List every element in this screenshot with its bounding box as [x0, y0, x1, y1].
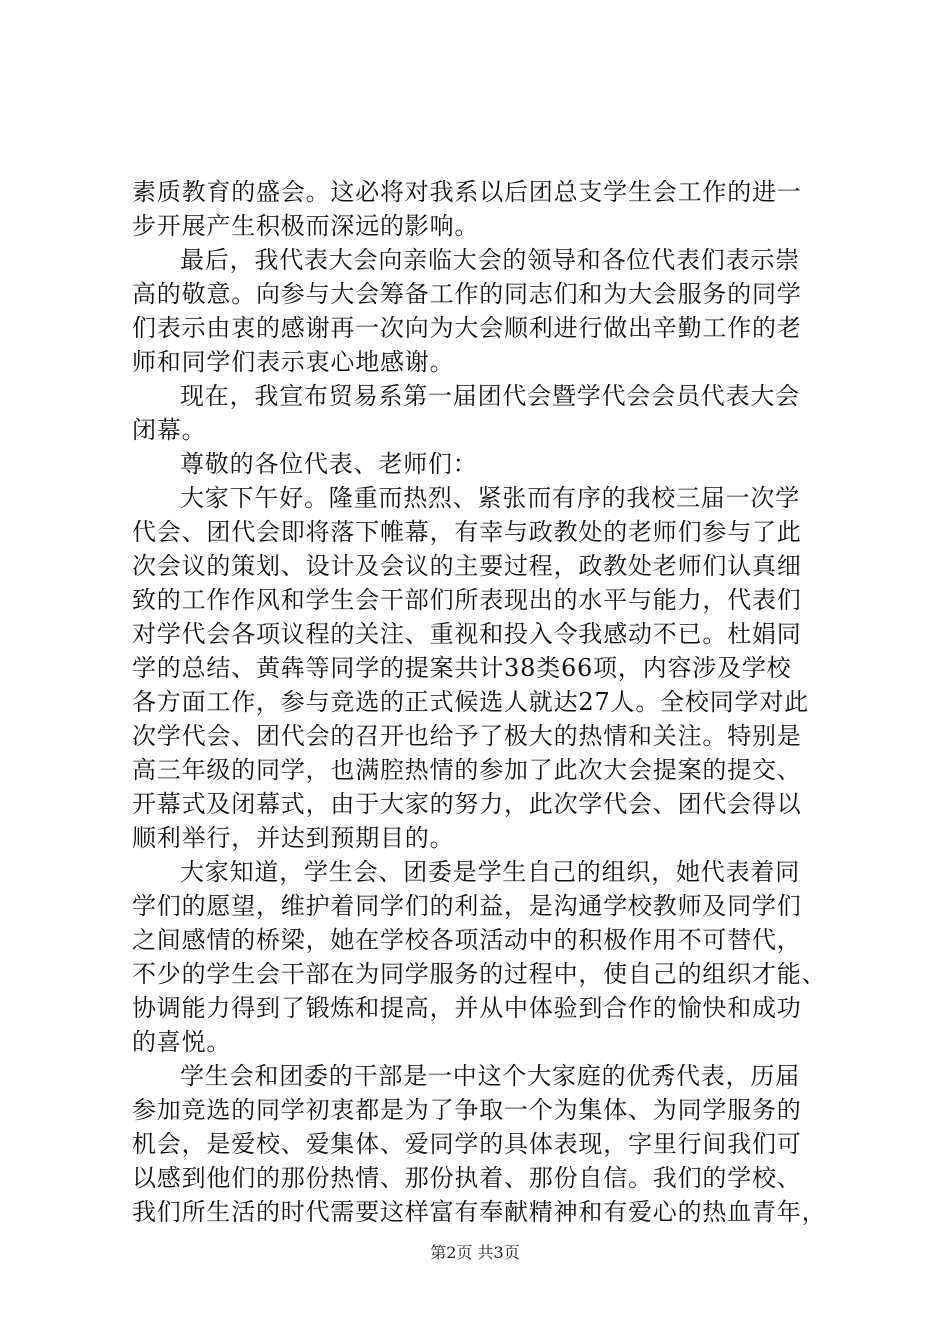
text-line: 的喜悦。 — [132, 1028, 232, 1056]
paragraph-start-line: 最后，我代表大会向亲临大会的领导和各位代表们表示崇 — [180, 246, 800, 274]
text-line: 以感到他们的那份热情、那份执着、那份自信。我们的学校、 — [132, 1164, 802, 1192]
text-line: 不少的学生会干部在为同学服务的过程中，使自己的组织才能、 — [132, 960, 827, 988]
paragraph-start-line: 学生会和团委的干部是一中这个大家庭的优秀代表，历届 — [180, 1062, 800, 1090]
text-line: 闭幕。 — [132, 416, 207, 444]
text-line: 素质教育的盛会。这必将对我系以后团总支学生会工作的进一 — [132, 178, 802, 206]
text-line: 学们的愿望，维护着同学们的利益，是沟通学校教师及同学们 — [132, 892, 802, 920]
text-line: 之间感情的桥梁，她在学校各项活动中的积极作用不可替代， — [132, 926, 802, 954]
text-line: 开幕式及闭幕式，由于大家的努力，此次学代会、团代会得以 — [132, 790, 802, 818]
paragraph-start-line: 现在，我宣布贸易系第一届团代会暨学代会会员代表大会 — [180, 382, 800, 410]
text-line: 顺利举行，并达到预期目的。 — [132, 824, 455, 852]
salutation-line: 尊敬的各位代表、老师们： — [180, 450, 478, 478]
page-number-footer: 第2页 共3页 — [430, 1243, 520, 1262]
text-line: 步开展产生积极而深远的影响。 — [132, 212, 480, 240]
paragraph-start-line: 大家下午好。隆重而热烈、紧张而有序的我校三届一次学 — [180, 484, 800, 512]
text-line: 们表示由衷的感谢再一次向为大会顺利进行做出辛勤工作的老 — [132, 314, 802, 342]
text-line: 高的敬意。向参与大会筹备工作的同志们和为大会服务的同学 — [132, 280, 802, 308]
text-line: 各方面工作，参与竞选的正式候选人就达27人。全校同学对此 — [132, 688, 809, 716]
text-line: 协调能力得到了锻炼和提高，并从中体验到合作的愉快和成功 — [132, 994, 802, 1022]
paragraph-start-line: 大家知道，学生会、团委是学生自己的组织，她代表着同 — [180, 858, 800, 886]
text-line: 次会议的策划、设计及会议的主要过程，政教处老师们认真细 — [132, 552, 802, 580]
text-line: 高三年级的同学，也满腔热情的参加了此次大会提案的提交、 — [132, 756, 802, 784]
text-line: 次学代会、团代会的召开也给予了极大的热情和关注。特别是 — [132, 722, 802, 750]
text-line: 代会、团代会即将落下帷幕，有幸与政教处的老师们参与了此 — [132, 518, 802, 546]
text-line: 参加竞选的同学初衷都是为了争取一个为集体、为同学服务的 — [132, 1096, 802, 1124]
text-line: 我们所生活的时代需要这样富有奉献精神和有爱心的热血青年， — [132, 1198, 827, 1226]
text-line: 致的工作作风和学生会干部们所表现出的水平与能力，代表们 — [132, 586, 802, 614]
text-line: 学的总结、黄犇等同学的提案共计38类66项，内容涉及学校 — [132, 654, 792, 682]
text-line: 对学代会各项议程的关注、重视和投入令我感动不已。杜娟同 — [132, 620, 802, 648]
text-line: 师和同学们表示衷心地感谢。 — [132, 348, 455, 376]
text-line: 机会，是爱校、爱集体、爱同学的具体表现，字里行间我们可 — [132, 1130, 802, 1158]
